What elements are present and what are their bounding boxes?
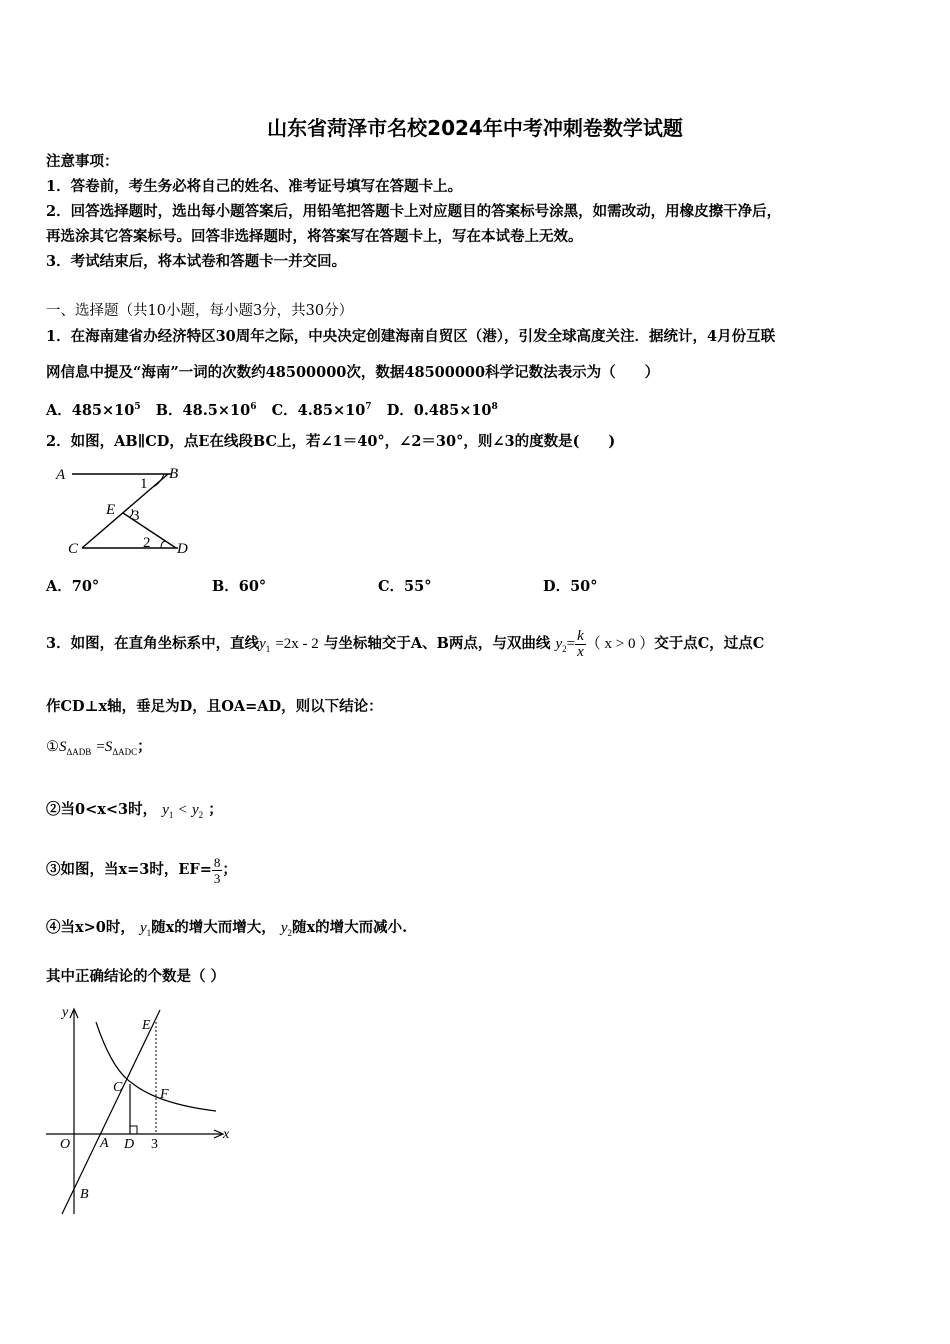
- line-bc: [82, 474, 168, 548]
- q1-option-b: B．$48.5\times 10^6$: [155, 402, 257, 419]
- label-x: x: [223, 1127, 230, 1142]
- q2-option-c: C．55°: [378, 578, 432, 595]
- q3-stem-line2: 作CD⊥x轴，垂足为D，且OA=AD，则以下结论：: [46, 698, 383, 715]
- q1-option-a: A．$485\times 10^5$: [46, 402, 141, 419]
- q2-stem: 2．如图，AB∥CD，点E在线段BC上，若∠1＝40°，∠2＝30°，则∠3的度数是( ): [46, 433, 616, 450]
- label-angle-2: 2: [143, 535, 151, 551]
- q1-stem-line2: 网信息中提及“海南”一词的次数约48500000次，数据48500000科学记数法表示为（ ）: [46, 364, 660, 381]
- q2-figure: [50, 462, 210, 562]
- label-e: E: [106, 502, 116, 518]
- label-b: B: [80, 1187, 89, 1202]
- q3-figure: [40, 1000, 240, 1220]
- label-3: 3: [151, 1137, 158, 1152]
- q3-stem-line1: 3．如图，在直角坐标系中，直线$y_1 =2x - 2$ 与坐标轴交于A、B两点，与双曲线 $y_2=$ $\frac{k}{x}$ （ x > 0 ）交于点C，过点C: [46, 627, 765, 660]
- q1-option-c: C．$4.85\times 10^7$: [271, 402, 372, 419]
- label-o: O: [60, 1137, 71, 1152]
- label-angle-3: 3: [132, 508, 140, 524]
- hyperbola-formula: $y_2=$ $\frac{k}{x}$: [555, 627, 584, 660]
- q2-option-d: D．50°: [543, 578, 598, 595]
- q2-option-a: A．70°: [46, 578, 100, 595]
- q3-statement-2: ②当0<x<3时， $y_1 < y_2$ ；: [46, 801, 223, 820]
- label-f: F: [160, 1087, 169, 1102]
- label-a: A: [56, 467, 66, 483]
- label-c: C: [68, 541, 79, 557]
- q3-question: 其中正确结论的个数是（ ）: [46, 968, 226, 985]
- section-heading: 一、选择题（共10小题，每小题3分，共30分）: [46, 303, 354, 319]
- notice-item-1: 1．答卷前，考生务必将自己的姓名、准考证号填写在答题卡上。: [46, 178, 463, 195]
- label-d: D: [177, 541, 188, 557]
- angle-2-arc: [161, 541, 165, 548]
- q1-stem-line1: 1．在海南建省办经济特区30周年之际，中央决定创建海南自贸区（港），引发全球高度关注．据统计，4月份互联: [46, 328, 776, 345]
- q3-statement-4: ④当x>0时， $y_1$随x的增大而增大， $y_2$随x的增大而减小.: [46, 919, 408, 938]
- q3-statement-1: $①S_{\Delta ADB} =S_{\Delta ADC}$；: [46, 738, 152, 757]
- q1-option-d: D．$0.485\times 10^8$: [386, 402, 498, 419]
- label-e: E: [142, 1018, 151, 1033]
- label-b: B: [169, 466, 179, 482]
- label-d: D: [124, 1137, 135, 1152]
- notice-item-2-cont: 再选涂其它答案标号。回答非选择题时，将答案写在答题卡上，写在本试卷上无效。: [46, 228, 583, 245]
- right-angle-mark: [130, 1126, 137, 1134]
- label-y: y: [62, 1005, 69, 1020]
- notice-item-2: 2．回答选择题时，选出每小题答案后，用铅笔把答题卡上对应题目的答案标号涂黑，如需改动，用橡皮擦干净后，: [46, 203, 782, 220]
- line-y1: [62, 1010, 160, 1214]
- q2-option-b: B．60°: [212, 578, 267, 595]
- q1-options: [46, 397, 498, 421]
- label-angle-1: 1: [140, 476, 148, 492]
- q3-statement-3: ③如图，当x=3时，EF= $\frac{8}{3}$ ；: [46, 854, 237, 886]
- page-title: 山东省菏泽市名校2024年中考冲刺卷数学试题: [267, 116, 683, 140]
- label-a: A: [100, 1136, 109, 1151]
- notice-item-3: 3．考试结束后，将本试卷和答题卡一并交回。: [46, 253, 347, 270]
- label-c: C: [113, 1080, 123, 1095]
- notice-heading: 注意事项：: [46, 153, 119, 170]
